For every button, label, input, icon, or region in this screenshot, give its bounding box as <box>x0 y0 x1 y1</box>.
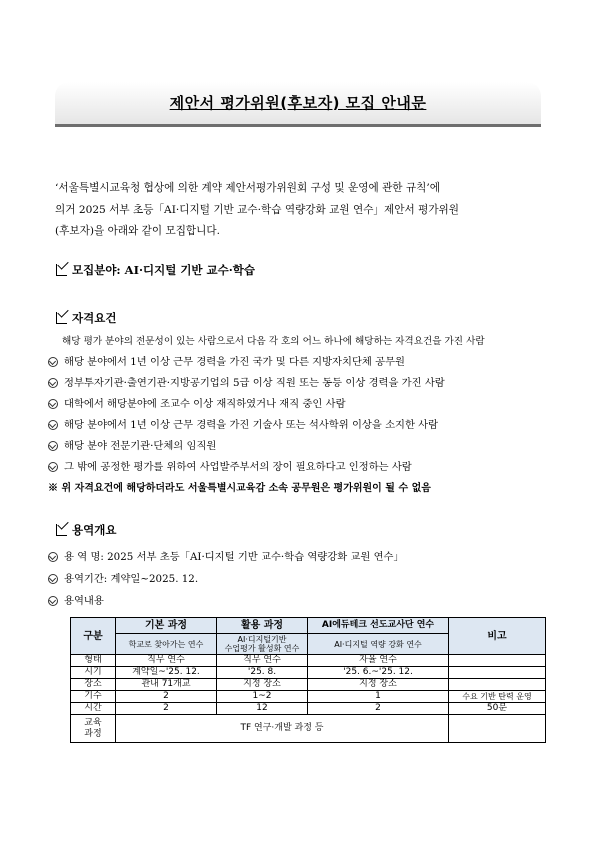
table-row <box>71 667 546 679</box>
table-cell: '25. 6.~'25. 12. <box>308 667 449 679</box>
table-header-row <box>71 618 546 634</box>
table-subheader-line: AI·디지털기반 <box>237 635 287 644</box>
section-heading-text: 자격요건 <box>72 311 117 325</box>
table-cell: 50분 <box>449 703 546 715</box>
table-subheader-line: 수업평가 활성화 연수 <box>224 644 300 653</box>
section-heading-service <box>56 522 116 538</box>
table-row <box>71 703 546 715</box>
list-item <box>48 353 405 368</box>
table-cell: 관내 71개교 <box>116 679 217 691</box>
table-cell: 계약일~'25. 12. <box>116 667 217 679</box>
table-row-label: 기수 <box>71 691 116 703</box>
table-subheader: AI·디지털 역량 강화 연수 <box>308 634 449 655</box>
list-item-text: 대학에서 해당분야에 조교수 이상 재직하였거나 재직 중인 사람 <box>64 398 346 410</box>
section-heading-qualification <box>56 310 116 326</box>
page-title: 제안서 평가위원(후보자) 모집 안내문 <box>169 94 427 112</box>
table-cell: 지정 장소 <box>308 679 449 691</box>
table-cell: 직무 연수 <box>116 655 217 667</box>
table-row-label-line: 교육 <box>84 717 102 728</box>
table-subheader: 학교로 찾아가는 연수 <box>116 634 217 655</box>
table-cell: '25. 8. <box>217 667 308 679</box>
section-heading-field <box>56 262 255 278</box>
table-cell: 2 <box>308 703 449 715</box>
list-item <box>48 548 404 563</box>
qualification-note: ※ 위 자격요건에 해당하더라도 서울특별시교육감 소속 공무원은 평가위원이 될 수 없음 <box>48 483 431 494</box>
intro-line: (후보자)을 아래와 같이 모집합니다. <box>55 225 221 237</box>
checkbox-icon <box>56 312 67 324</box>
bullet-icon <box>48 574 58 584</box>
table-header-leader: AI에듀테크 선도교사단 연수 <box>308 618 449 634</box>
table-subheader <box>217 634 308 655</box>
list-item <box>48 592 104 607</box>
qualification-lead: 해당 평가 분야의 전문성이 있는 사람으로서 다음 각 호의 어느 하나에 해당하는 자격요건을 가진 사람 <box>62 336 485 347</box>
table-cell: 직무 연수 <box>217 655 308 667</box>
table-row <box>71 679 546 691</box>
title-underline-bar <box>55 124 541 127</box>
table-cell: 1 <box>308 691 449 703</box>
table-header-basic: 기본 과정 <box>116 618 217 634</box>
table-cell <box>449 667 546 679</box>
table-cell <box>449 655 546 667</box>
list-item <box>48 395 346 410</box>
bullet-icon <box>48 399 58 409</box>
bullet-icon <box>48 596 58 606</box>
bullet-icon <box>48 357 58 367</box>
section-heading-text: 용역개요 <box>72 523 117 537</box>
section-heading-text: 모집분야: AI·디지털 기반 교수·학습 <box>72 263 255 277</box>
bullet-icon <box>48 552 58 562</box>
table-row <box>71 655 546 667</box>
bullet-icon <box>48 441 58 451</box>
service-table <box>70 617 546 743</box>
table-row-label: 시기 <box>71 667 116 679</box>
table-cell: 자율 연수 <box>308 655 449 667</box>
list-item-text: 해당 분야에서 1년 이상 근무 경력을 가진 국가 및 다른 지방자치단체 공무원 <box>64 356 405 368</box>
table-row-label: 장소 <box>71 679 116 691</box>
list-item <box>48 437 216 452</box>
checkbox-icon <box>56 524 67 536</box>
table-cell: 수요 기반 탄력 운영 <box>449 691 546 703</box>
list-item <box>48 458 412 473</box>
table-cell <box>449 715 546 743</box>
table-row-label <box>71 715 116 743</box>
table-row <box>71 691 546 703</box>
list-item-text: 정부투자기관·출연기관·지방공기업의 5급 이상 직원 또는 동등 이상 경력을 가진 사람 <box>64 377 445 389</box>
intro-line: ‘서울특별시교육청 협상에 의한 계약 제안서평가위원회 구성 및 운영에 관한 규칙’에 <box>55 182 440 194</box>
list-item-text: 해당 분야 전문기관·단체의 임직원 <box>64 440 217 452</box>
table-cell: 12 <box>217 703 308 715</box>
table-row-label-line: 과정 <box>84 728 102 739</box>
list-item-text: 용역내용 <box>64 595 104 607</box>
list-item-text: 해당 분야에서 1년 이상 근무 경력을 가진 기술사 또는 석사학위 이상을 소지한 사람 <box>64 419 439 431</box>
table-row-label: 시간 <box>71 703 116 715</box>
list-item-text: 용 역 명: 2025 서부 초등「AI·디지털 기반 교수·학습 역량강화 교원 연수」 <box>64 551 404 563</box>
list-item-text: 용역기간: 계약일~2025. 12. <box>64 573 199 585</box>
bullet-icon <box>48 420 58 430</box>
table-cell <box>449 679 546 691</box>
table-header-applied: 활용 과정 <box>217 618 308 634</box>
bullet-icon <box>48 462 58 472</box>
table-row-label: 형태 <box>71 655 116 667</box>
list-item <box>48 374 445 389</box>
list-item-text: 그 밖에 공정한 평가를 위하여 사업발주부서의 장이 필요하다고 인정하는 사람 <box>64 461 412 473</box>
table-cell: 2 <box>116 691 217 703</box>
checkbox-icon <box>56 264 67 276</box>
table-cell: 1~2 <box>217 691 308 703</box>
bullet-icon <box>48 378 58 388</box>
intro-paragraph <box>55 178 545 243</box>
table-cell: 지정 장소 <box>217 679 308 691</box>
table-header-remark: 비고 <box>449 618 546 655</box>
table-cell: TF 연구·개발 과정 등 <box>116 715 449 743</box>
list-item <box>48 570 198 585</box>
table-cell: 2 <box>116 703 217 715</box>
list-item <box>48 416 438 431</box>
table-row <box>71 715 546 743</box>
table-header-category: 구분 <box>71 618 116 655</box>
intro-line: 의거 2025 서부 초등「AI·디지털 기반 교수·학습 역량강화 교원 연수」제안서 평가위원 <box>55 203 460 216</box>
